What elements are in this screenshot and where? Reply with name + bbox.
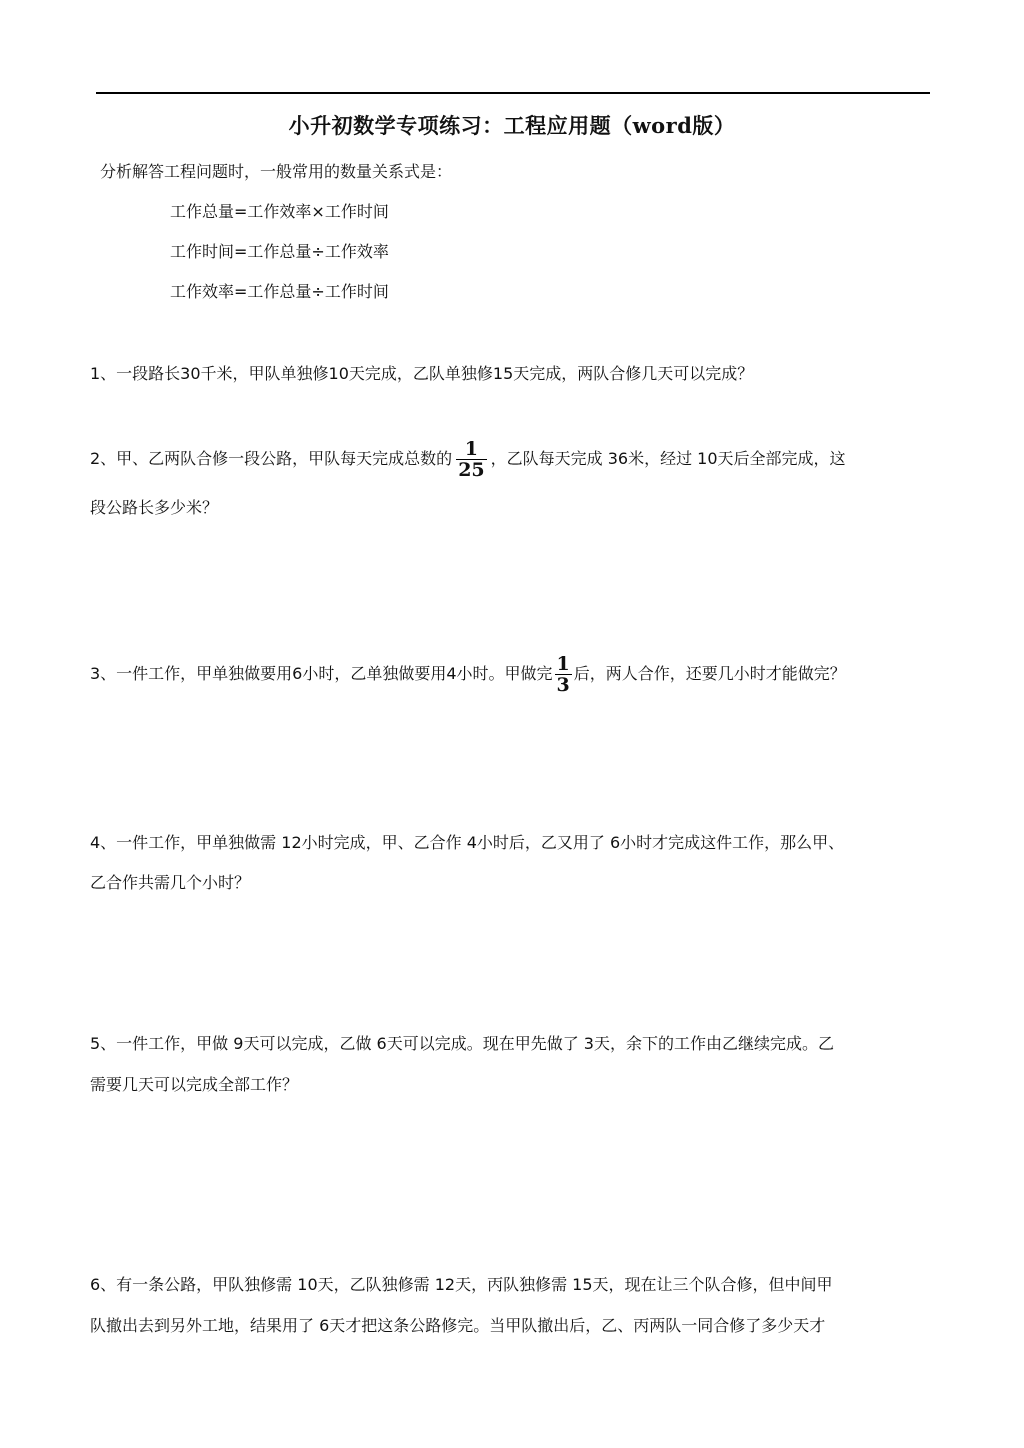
question-2-line-1: [90, 436, 846, 482]
intro-text: 分析解答工程问题时，一般常用的数量关系式是：: [100, 162, 453, 181]
question-5-line-1: 5、一件工作，甲做 9天可以完成，乙做 6天可以完成。现在甲先做了 3天，余下的工作由乙继续完成。乙: [90, 1034, 834, 1053]
fraction-denominator: 25: [458, 459, 485, 481]
question-3: [90, 651, 846, 697]
question-1: 1、一段路长30千米，甲队单独修10天完成，乙队单独修15天完成，两队合修几天可以完成？: [90, 364, 754, 383]
fraction-numerator: 1: [556, 653, 570, 675]
question-3-text-after: 后，两人合作，还要几小时才能做完？: [573, 664, 846, 683]
formula-work-total: 工作总量=工作效率×工作时间: [170, 202, 389, 221]
fraction-denominator: 3: [556, 674, 570, 696]
question-2-text-before: 2、甲、乙两队合修一段公路，甲队每天完成总数的: [90, 449, 453, 468]
fraction-one-third: [555, 654, 572, 695]
question-2-text-after: ，乙队每天完成 36米，经过 10天后全部完成，这: [490, 449, 846, 468]
formula-work-efficiency: 工作效率=工作总量÷工作时间: [170, 282, 389, 301]
question-3-text-before: 3、一件工作，甲单独做要用6小时，乙单独做要用4小时。甲做完: [90, 664, 553, 683]
question-4-line-1: 4、一件工作，甲单独做需 12小时完成，甲、乙合作 4小时后，乙又用了 6小时才完成这件工作，那么甲、: [90, 833, 845, 852]
fraction-one-twenty-fifth: [456, 439, 486, 480]
question-6-line-1: 6、有一条公路，甲队独修需 10天，乙队独修需 12天，丙队独修需 15天，现在让三个队合修，但中间甲: [90, 1275, 833, 1294]
question-6-line-2: 队撤出去到另外工地，结果用了 6天才把这条公路修完。当甲队撤出后，乙、丙两队一同合修了多少天才: [90, 1316, 826, 1335]
fraction-numerator: 1: [456, 439, 486, 460]
question-5-line-2: 需要几天可以完成全部工作？: [90, 1075, 299, 1094]
header-rule: [96, 92, 930, 94]
formula-work-time: 工作时间=工作总量÷工作效率: [170, 242, 389, 261]
question-4-line-2: 乙合作共需几个小时？: [90, 873, 251, 892]
page-title: 小升初数学专项练习：工程应用题（word版）: [288, 113, 736, 138]
question-2-line-2: 段公路长多少米？: [90, 498, 219, 517]
